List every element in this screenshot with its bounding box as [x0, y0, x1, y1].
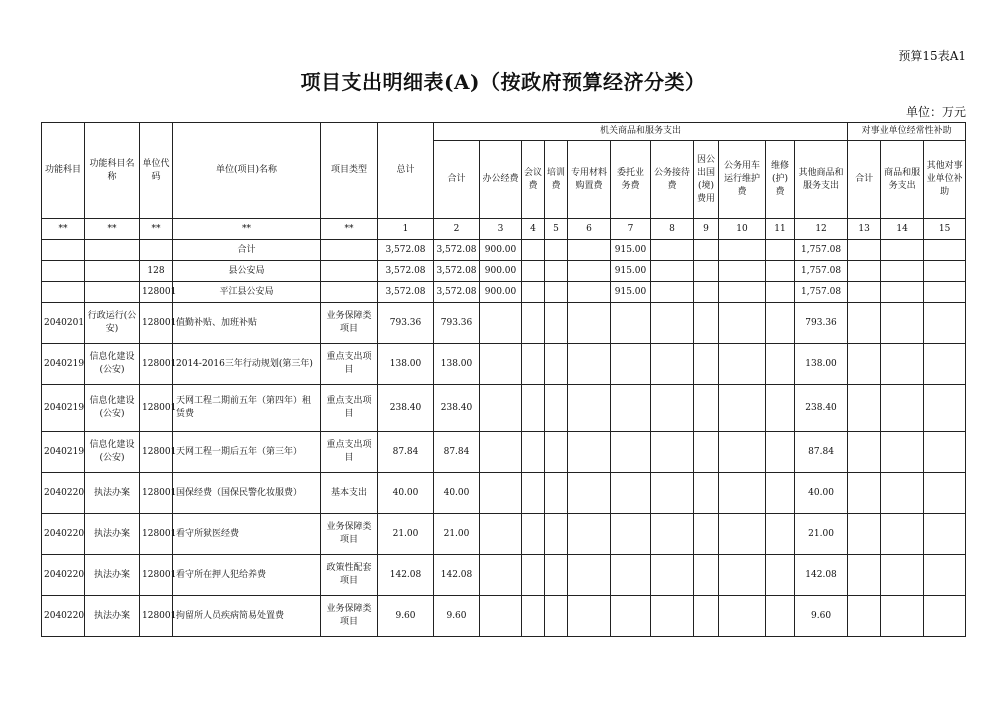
- cell-zhaodai: [651, 473, 694, 514]
- header-repair-expense: 维修(护)费: [766, 141, 795, 219]
- cell-dwmc: 拘留所人员疾病简易处置费: [173, 596, 321, 637]
- cell-gnkm: 2040219: [42, 344, 85, 385]
- cell-chuguo: [694, 432, 719, 473]
- cell-zhaodai: [651, 303, 694, 344]
- header-subsidy-goods-services: 商品和服务支出: [881, 141, 924, 219]
- cell-zhuanyong: [568, 303, 611, 344]
- cell-gongwuche: [719, 385, 766, 432]
- cell-xmlx: 业务保障类项目: [321, 514, 378, 555]
- cell-sy_qita: [924, 555, 966, 596]
- cell-bangong: 900.00: [480, 261, 522, 282]
- cell-gnkmmc: 行政运行(公安): [85, 303, 140, 344]
- cell-bangong: [480, 385, 522, 432]
- cell-zongji: 3,572.08: [378, 261, 434, 282]
- cell-peixun: [545, 303, 568, 344]
- cell-dwdm: 128001: [140, 514, 173, 555]
- cell-gnkmmc: [85, 282, 140, 303]
- cell-zhuanyong: [568, 432, 611, 473]
- cell-dwmc: 看守所在押人犯给养费: [173, 555, 321, 596]
- column-index-cell: **: [140, 219, 173, 240]
- cell-gnkmmc: 执法办案: [85, 596, 140, 637]
- cell-dwdm: 128001: [140, 432, 173, 473]
- header-other-goods-services: 其他商品和服务支出: [795, 141, 848, 219]
- cell-sy_shangpin: [881, 514, 924, 555]
- cell-qita: 9.60: [795, 596, 848, 637]
- cell-dwmc: 国保经费（国保民警化妆服费）: [173, 473, 321, 514]
- header-training-expense: 培训费: [545, 141, 568, 219]
- cell-dwmc: 县公安局: [173, 261, 321, 282]
- cell-zhaodai: [651, 432, 694, 473]
- cell-huiyi: [522, 282, 545, 303]
- cell-gongwuche: [719, 303, 766, 344]
- cell-chuguo: [694, 596, 719, 637]
- cell-xmlx: [321, 261, 378, 282]
- cell-peixun: [545, 473, 568, 514]
- cell-weixiu: [766, 261, 795, 282]
- cell-bangong: 900.00: [480, 240, 522, 261]
- cell-chuguo: [694, 473, 719, 514]
- cell-sy_qita: [924, 432, 966, 473]
- cell-weituo: 915.00: [611, 240, 651, 261]
- cell-weixiu: [766, 473, 795, 514]
- cell-zongji: 142.08: [378, 555, 434, 596]
- column-index-cell: 5: [545, 219, 568, 240]
- cell-huiyi: [522, 555, 545, 596]
- column-index-cell: 14: [881, 219, 924, 240]
- cell-gnkmmc: 信息化建设(公安): [85, 432, 140, 473]
- cell-dwdm: 128001: [140, 303, 173, 344]
- column-index-cell: 9: [694, 219, 719, 240]
- cell-huiyi: [522, 344, 545, 385]
- cell-gnkmmc: 执法办案: [85, 473, 140, 514]
- cell-zhuanyong: [568, 261, 611, 282]
- cell-zongji: 40.00: [378, 473, 434, 514]
- header-commissioned-service: 委托业务费: [611, 141, 651, 219]
- cell-weituo: [611, 514, 651, 555]
- cell-xmlx: 重点支出项目: [321, 432, 378, 473]
- cell-qita: 1,757.08: [795, 261, 848, 282]
- cell-zhaodai: [651, 514, 694, 555]
- cell-heji: 142.08: [434, 555, 480, 596]
- table-header: [42, 123, 966, 240]
- cell-huiyi: [522, 514, 545, 555]
- header-subtotal: 合计: [434, 141, 480, 219]
- cell-gnkm: 2040220: [42, 596, 85, 637]
- cell-zhuanyong: [568, 596, 611, 637]
- cell-zhaodai: [651, 596, 694, 637]
- cell-dwmc: 天网工程一期后五年（第三年）: [173, 432, 321, 473]
- cell-weixiu: [766, 385, 795, 432]
- column-index-cell: 3: [480, 219, 522, 240]
- cell-gongwuche: [719, 261, 766, 282]
- header-unit-code: 单位代码: [140, 123, 173, 219]
- column-index-cell: 4: [522, 219, 545, 240]
- cell-dwmc: 看守所狱医经费: [173, 514, 321, 555]
- cell-gnkm: [42, 261, 85, 282]
- header-subsidy-other: 其他对事业单位补助: [924, 141, 966, 219]
- expenditure-table: [41, 122, 966, 637]
- cell-weixiu: [766, 303, 795, 344]
- cell-gnkm: 2040220: [42, 555, 85, 596]
- cell-chuguo: [694, 555, 719, 596]
- cell-weituo: [611, 303, 651, 344]
- cell-peixun: [545, 385, 568, 432]
- header-meeting-expense: 会议费: [522, 141, 545, 219]
- cell-sy_heji: [848, 596, 881, 637]
- cell-huiyi: [522, 596, 545, 637]
- table-row: [42, 344, 966, 385]
- cell-gnkmmc: [85, 240, 140, 261]
- cell-xmlx: 重点支出项目: [321, 385, 378, 432]
- header-office-expense: 办公经费: [480, 141, 522, 219]
- cell-heji: 3,572.08: [434, 240, 480, 261]
- cell-zhuanyong: [568, 385, 611, 432]
- cell-zhuanyong: [568, 240, 611, 261]
- column-index-cell: 2: [434, 219, 480, 240]
- table-row: [42, 240, 966, 261]
- cell-weituo: 915.00: [611, 261, 651, 282]
- column-index-cell: 12: [795, 219, 848, 240]
- cell-zhuanyong: [568, 514, 611, 555]
- cell-dwmc: 合计: [173, 240, 321, 261]
- cell-qita: 1,757.08: [795, 240, 848, 261]
- cell-zongji: 138.00: [378, 344, 434, 385]
- cell-zongji: 238.40: [378, 385, 434, 432]
- cell-chuguo: [694, 303, 719, 344]
- cell-qita: 21.00: [795, 514, 848, 555]
- cell-bangong: [480, 432, 522, 473]
- cell-zongji: 87.84: [378, 432, 434, 473]
- cell-zhuanyong: [568, 282, 611, 303]
- cell-zongji: 793.36: [378, 303, 434, 344]
- cell-xmlx: [321, 282, 378, 303]
- cell-chuguo: [694, 514, 719, 555]
- table-row: [42, 261, 966, 282]
- cell-sy_heji: [848, 514, 881, 555]
- cell-gnkm: 2040220: [42, 473, 85, 514]
- cell-sy_qita: [924, 596, 966, 637]
- cell-sy_shangpin: [881, 555, 924, 596]
- cell-sy_heji: [848, 282, 881, 303]
- cell-xmlx: [321, 240, 378, 261]
- cell-heji: 9.60: [434, 596, 480, 637]
- cell-sy_heji: [848, 240, 881, 261]
- cell-gongwuche: [719, 473, 766, 514]
- column-index-cell: 8: [651, 219, 694, 240]
- cell-sy_qita: [924, 473, 966, 514]
- cell-gnkmmc: 执法办案: [85, 555, 140, 596]
- cell-sy_shangpin: [881, 385, 924, 432]
- cell-sy_qita: [924, 240, 966, 261]
- cell-sy_heji: [848, 303, 881, 344]
- cell-bangong: [480, 514, 522, 555]
- header-reception-expense: 公务接待费: [651, 141, 694, 219]
- column-index-cell: 13: [848, 219, 881, 240]
- cell-huiyi: [522, 385, 545, 432]
- cell-peixun: [545, 596, 568, 637]
- cell-sy_shangpin: [881, 432, 924, 473]
- cell-dwdm: 128: [140, 261, 173, 282]
- cell-zhaodai: [651, 385, 694, 432]
- cell-dwdm: 128001: [140, 473, 173, 514]
- cell-weixiu: [766, 432, 795, 473]
- header-group-agency-goods-services: 机关商品和服务支出: [434, 123, 848, 141]
- header-function-code: 功能科目: [42, 123, 85, 219]
- cell-peixun: [545, 555, 568, 596]
- cell-weituo: [611, 596, 651, 637]
- page-title: 项目支出明细表(A)（按政府预算经济分类）: [300, 70, 706, 94]
- cell-sy_shangpin: [881, 240, 924, 261]
- cell-sy_shangpin: [881, 473, 924, 514]
- cell-weituo: [611, 385, 651, 432]
- cell-weituo: 915.00: [611, 282, 651, 303]
- cell-sy_heji: [848, 473, 881, 514]
- cell-bangong: [480, 596, 522, 637]
- cell-heji: 40.00: [434, 473, 480, 514]
- column-index-cell: 11: [766, 219, 795, 240]
- cell-gongwuche: [719, 282, 766, 303]
- cell-weituo: [611, 555, 651, 596]
- cell-zhuanyong: [568, 344, 611, 385]
- cell-qita: 138.00: [795, 344, 848, 385]
- table-row: [42, 514, 966, 555]
- header-group-institution-subsidy: 对事业单位经常性补助: [848, 123, 966, 141]
- cell-gongwuche: [719, 596, 766, 637]
- cell-dwmc: 平江县公安局: [173, 282, 321, 303]
- cell-peixun: [545, 344, 568, 385]
- cell-sy_heji: [848, 261, 881, 282]
- cell-peixun: [545, 240, 568, 261]
- cell-qita: 1,757.08: [795, 282, 848, 303]
- cell-weituo: [611, 432, 651, 473]
- cell-zongji: 3,572.08: [378, 240, 434, 261]
- cell-sy_heji: [848, 385, 881, 432]
- cell-qita: 793.36: [795, 303, 848, 344]
- cell-sy_qita: [924, 514, 966, 555]
- cell-huiyi: [522, 432, 545, 473]
- cell-heji: 238.40: [434, 385, 480, 432]
- cell-sy_shangpin: [881, 282, 924, 303]
- cell-bangong: [480, 344, 522, 385]
- table-row: [42, 473, 966, 514]
- column-index-row: [42, 219, 966, 240]
- cell-chuguo: [694, 282, 719, 303]
- column-index-cell: 7: [611, 219, 651, 240]
- cell-weixiu: [766, 514, 795, 555]
- cell-weituo: [611, 473, 651, 514]
- column-index-cell: **: [85, 219, 140, 240]
- cell-chuguo: [694, 261, 719, 282]
- cell-huiyi: [522, 261, 545, 282]
- table-row: [42, 303, 966, 344]
- cell-dwdm: 128001: [140, 344, 173, 385]
- cell-peixun: [545, 261, 568, 282]
- cell-zongji: 3,572.08: [378, 282, 434, 303]
- header-function-name: 功能科目名称: [85, 123, 140, 219]
- table-row: [42, 385, 966, 432]
- header-special-materials: 专用材料购置费: [568, 141, 611, 219]
- column-index-cell: **: [42, 219, 85, 240]
- cell-dwdm: 128001: [140, 596, 173, 637]
- cell-zhaodai: [651, 282, 694, 303]
- cell-dwdm: 128001: [140, 555, 173, 596]
- cell-xmlx: 基本支出: [321, 473, 378, 514]
- cell-weixiu: [766, 240, 795, 261]
- cell-bangong: [480, 303, 522, 344]
- table-row: [42, 555, 966, 596]
- table-row: [42, 432, 966, 473]
- cell-peixun: [545, 282, 568, 303]
- column-index-cell: 1: [378, 219, 434, 240]
- cell-zhuanyong: [568, 473, 611, 514]
- cell-heji: 138.00: [434, 344, 480, 385]
- cell-sy_qita: [924, 385, 966, 432]
- unit-label: 单位：万元: [905, 105, 966, 119]
- cell-weixiu: [766, 344, 795, 385]
- cell-qita: 87.84: [795, 432, 848, 473]
- cell-dwmc: 2014-2016三年行动规划(第三年): [173, 344, 321, 385]
- cell-sy_shangpin: [881, 261, 924, 282]
- cell-huiyi: [522, 473, 545, 514]
- cell-huiyi: [522, 303, 545, 344]
- table-body: [42, 240, 966, 637]
- cell-xmlx: 业务保障类项目: [321, 303, 378, 344]
- cell-weixiu: [766, 555, 795, 596]
- cell-gongwuche: [719, 344, 766, 385]
- cell-gongwuche: [719, 555, 766, 596]
- table-row: [42, 282, 966, 303]
- cell-sy_heji: [848, 555, 881, 596]
- cell-heji: 87.84: [434, 432, 480, 473]
- cell-qita: 40.00: [795, 473, 848, 514]
- header-vehicle-maintenance: 公务用车运行维护费: [719, 141, 766, 219]
- cell-zongji: 21.00: [378, 514, 434, 555]
- cell-sy_qita: [924, 261, 966, 282]
- cell-gongwuche: [719, 514, 766, 555]
- cell-dwdm: 128001: [140, 385, 173, 432]
- cell-dwdm: 128001: [140, 282, 173, 303]
- cell-gnkm: 2040201: [42, 303, 85, 344]
- cell-gnkm: 2040220: [42, 514, 85, 555]
- cell-xmlx: 政策性配套项目: [321, 555, 378, 596]
- cell-heji: 3,572.08: [434, 282, 480, 303]
- cell-gnkmmc: 信息化建设(公安): [85, 385, 140, 432]
- cell-zhaodai: [651, 555, 694, 596]
- cell-heji: 21.00: [434, 514, 480, 555]
- cell-dwmc: 值勤补贴、加班补贴: [173, 303, 321, 344]
- cell-xmlx: 业务保障类项目: [321, 596, 378, 637]
- cell-zhuanyong: [568, 555, 611, 596]
- cell-gnkmmc: 信息化建设(公安): [85, 344, 140, 385]
- cell-sy_shangpin: [881, 596, 924, 637]
- column-index-cell: 10: [719, 219, 766, 240]
- header-unit-name: 单位(项目)名称: [173, 123, 321, 219]
- cell-zhaodai: [651, 240, 694, 261]
- column-index-cell: **: [321, 219, 378, 240]
- cell-chuguo: [694, 344, 719, 385]
- cell-zongji: 9.60: [378, 596, 434, 637]
- cell-sy_heji: [848, 432, 881, 473]
- cell-dwdm: [140, 240, 173, 261]
- cell-sy_qita: [924, 282, 966, 303]
- cell-gnkmmc: 执法办案: [85, 514, 140, 555]
- cell-gongwuche: [719, 240, 766, 261]
- cell-peixun: [545, 514, 568, 555]
- cell-weixiu: [766, 596, 795, 637]
- header-project-type: 项目类型: [321, 123, 378, 219]
- cell-bangong: [480, 555, 522, 596]
- cell-gnkm: 2040219: [42, 385, 85, 432]
- cell-huiyi: [522, 240, 545, 261]
- cell-heji: 3,572.08: [434, 261, 480, 282]
- table-number-label: 预算15表A1: [898, 49, 966, 63]
- header-grand-total: 总计: [378, 123, 434, 219]
- header-overseas-travel: 因公出国(境)费用: [694, 141, 719, 219]
- cell-sy_heji: [848, 344, 881, 385]
- cell-bangong: [480, 473, 522, 514]
- cell-gnkm: [42, 240, 85, 261]
- cell-peixun: [545, 432, 568, 473]
- cell-dwmc: 天网工程二期前五年（第四年）租赁费: [173, 385, 321, 432]
- cell-sy_shangpin: [881, 344, 924, 385]
- cell-weituo: [611, 344, 651, 385]
- cell-sy_shangpin: [881, 303, 924, 344]
- cell-gnkmmc: [85, 261, 140, 282]
- cell-zhaodai: [651, 344, 694, 385]
- table-row: [42, 596, 966, 637]
- cell-xmlx: 重点支出项目: [321, 344, 378, 385]
- cell-sy_qita: [924, 344, 966, 385]
- cell-zhaodai: [651, 261, 694, 282]
- cell-gnkm: 2040219: [42, 432, 85, 473]
- cell-chuguo: [694, 240, 719, 261]
- cell-gongwuche: [719, 432, 766, 473]
- column-index-cell: 6: [568, 219, 611, 240]
- cell-chuguo: [694, 385, 719, 432]
- column-index-cell: **: [173, 219, 321, 240]
- cell-weixiu: [766, 282, 795, 303]
- cell-bangong: 900.00: [480, 282, 522, 303]
- cell-sy_qita: [924, 303, 966, 344]
- header-subsidy-subtotal: 合计: [848, 141, 881, 219]
- cell-heji: 793.36: [434, 303, 480, 344]
- cell-gnkm: [42, 282, 85, 303]
- cell-qita: 238.40: [795, 385, 848, 432]
- cell-qita: 142.08: [795, 555, 848, 596]
- column-index-cell: 15: [924, 219, 966, 240]
